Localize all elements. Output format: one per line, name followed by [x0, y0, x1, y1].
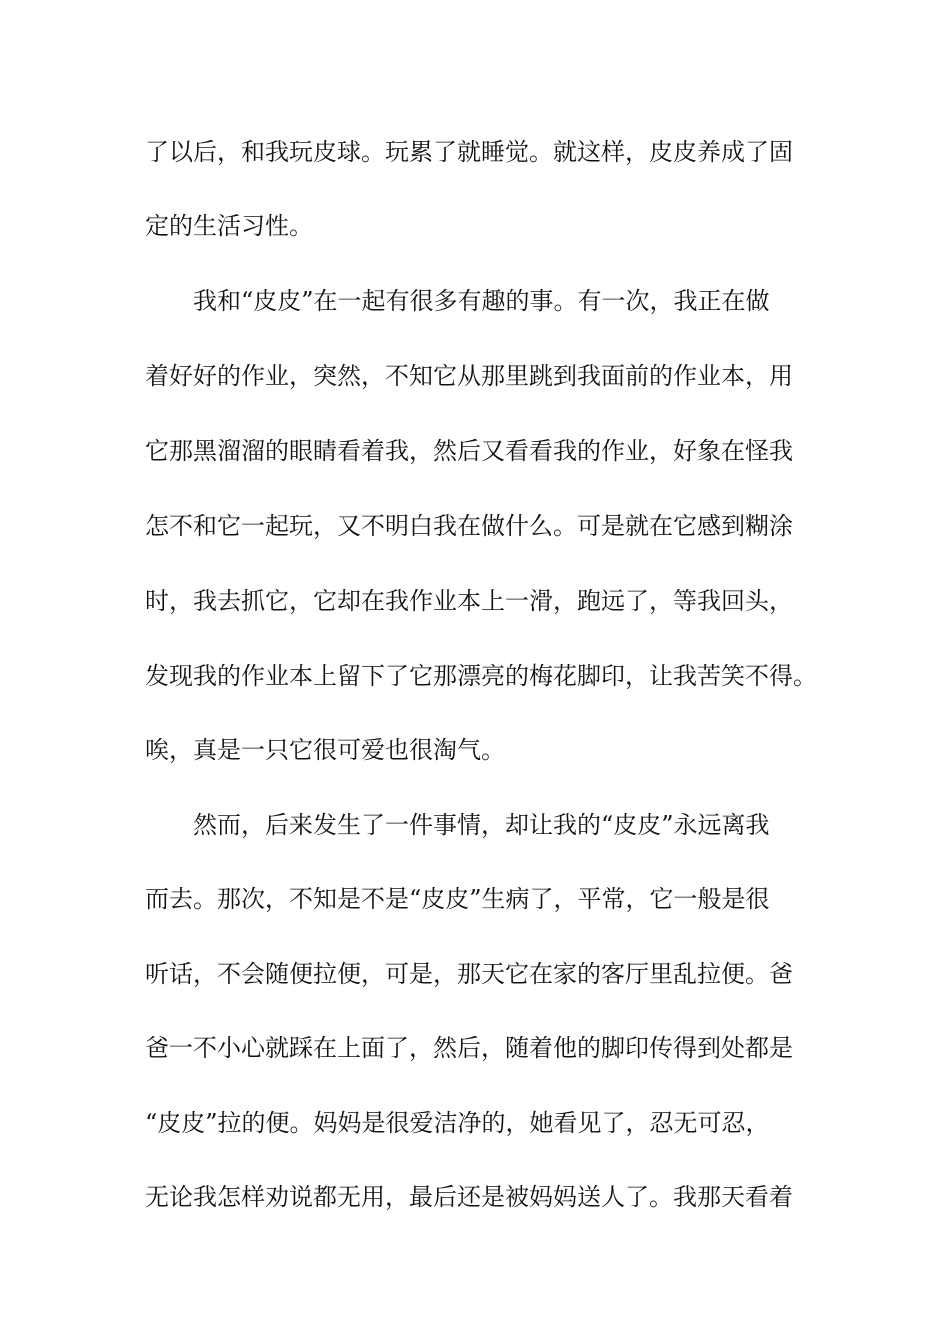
text-line-12: 听话，不会随便拉便，可是，那天它在家的客厅里乱拉便。爸: [145, 960, 793, 988]
text-line-3: 我和“皮皮”在一起有很多有趣的事。有一次，我正在做: [145, 287, 770, 315]
text-line-9: 唉，真是一只它很可爱也很淘气。: [145, 736, 505, 764]
text-line-14: “皮皮”拉的便。妈妈是很爱洁净的，她看见了，忍无可忍，: [145, 1109, 770, 1137]
text-line-7: 时，我去抓它，它却在我作业本上一滑，跑远了，等我回头，: [145, 587, 793, 615]
text-line-11: 而去。那次，不知是不是“皮皮”生病了，平常，它一般是很: [145, 885, 770, 913]
text-line-6: 怎不和它一起玩，又不明白我在做什么。可是就在它感到糊涂: [145, 512, 793, 540]
text-line-8: 发现我的作业本上留下了它那漂亮的梅花脚印，让我苦笑不得。: [145, 662, 817, 690]
text-line-10: 然而，后来发生了一件事情，却让我的“皮皮”永远离我: [145, 811, 770, 839]
text-line-2: 定的生活习性。: [145, 212, 313, 240]
text-line-1: 了以后，和我玩皮球。玩累了就睡觉。就这样，皮皮养成了固: [145, 138, 793, 166]
text-line-5: 它那黑溜溜的眼睛看着我，然后又看看我的作业，好象在怪我: [145, 437, 793, 465]
text-line-15: 无论我怎样劝说都无用，最后还是被妈妈送人了。我那天看着: [145, 1183, 793, 1211]
text-line-13: 爸一不小心就踩在上面了，然后，随着他的脚印传得到处都是: [145, 1034, 793, 1062]
text-line-4: 着好好的作业，突然，不知它从那里跳到我面前的作业本，用: [145, 362, 793, 390]
